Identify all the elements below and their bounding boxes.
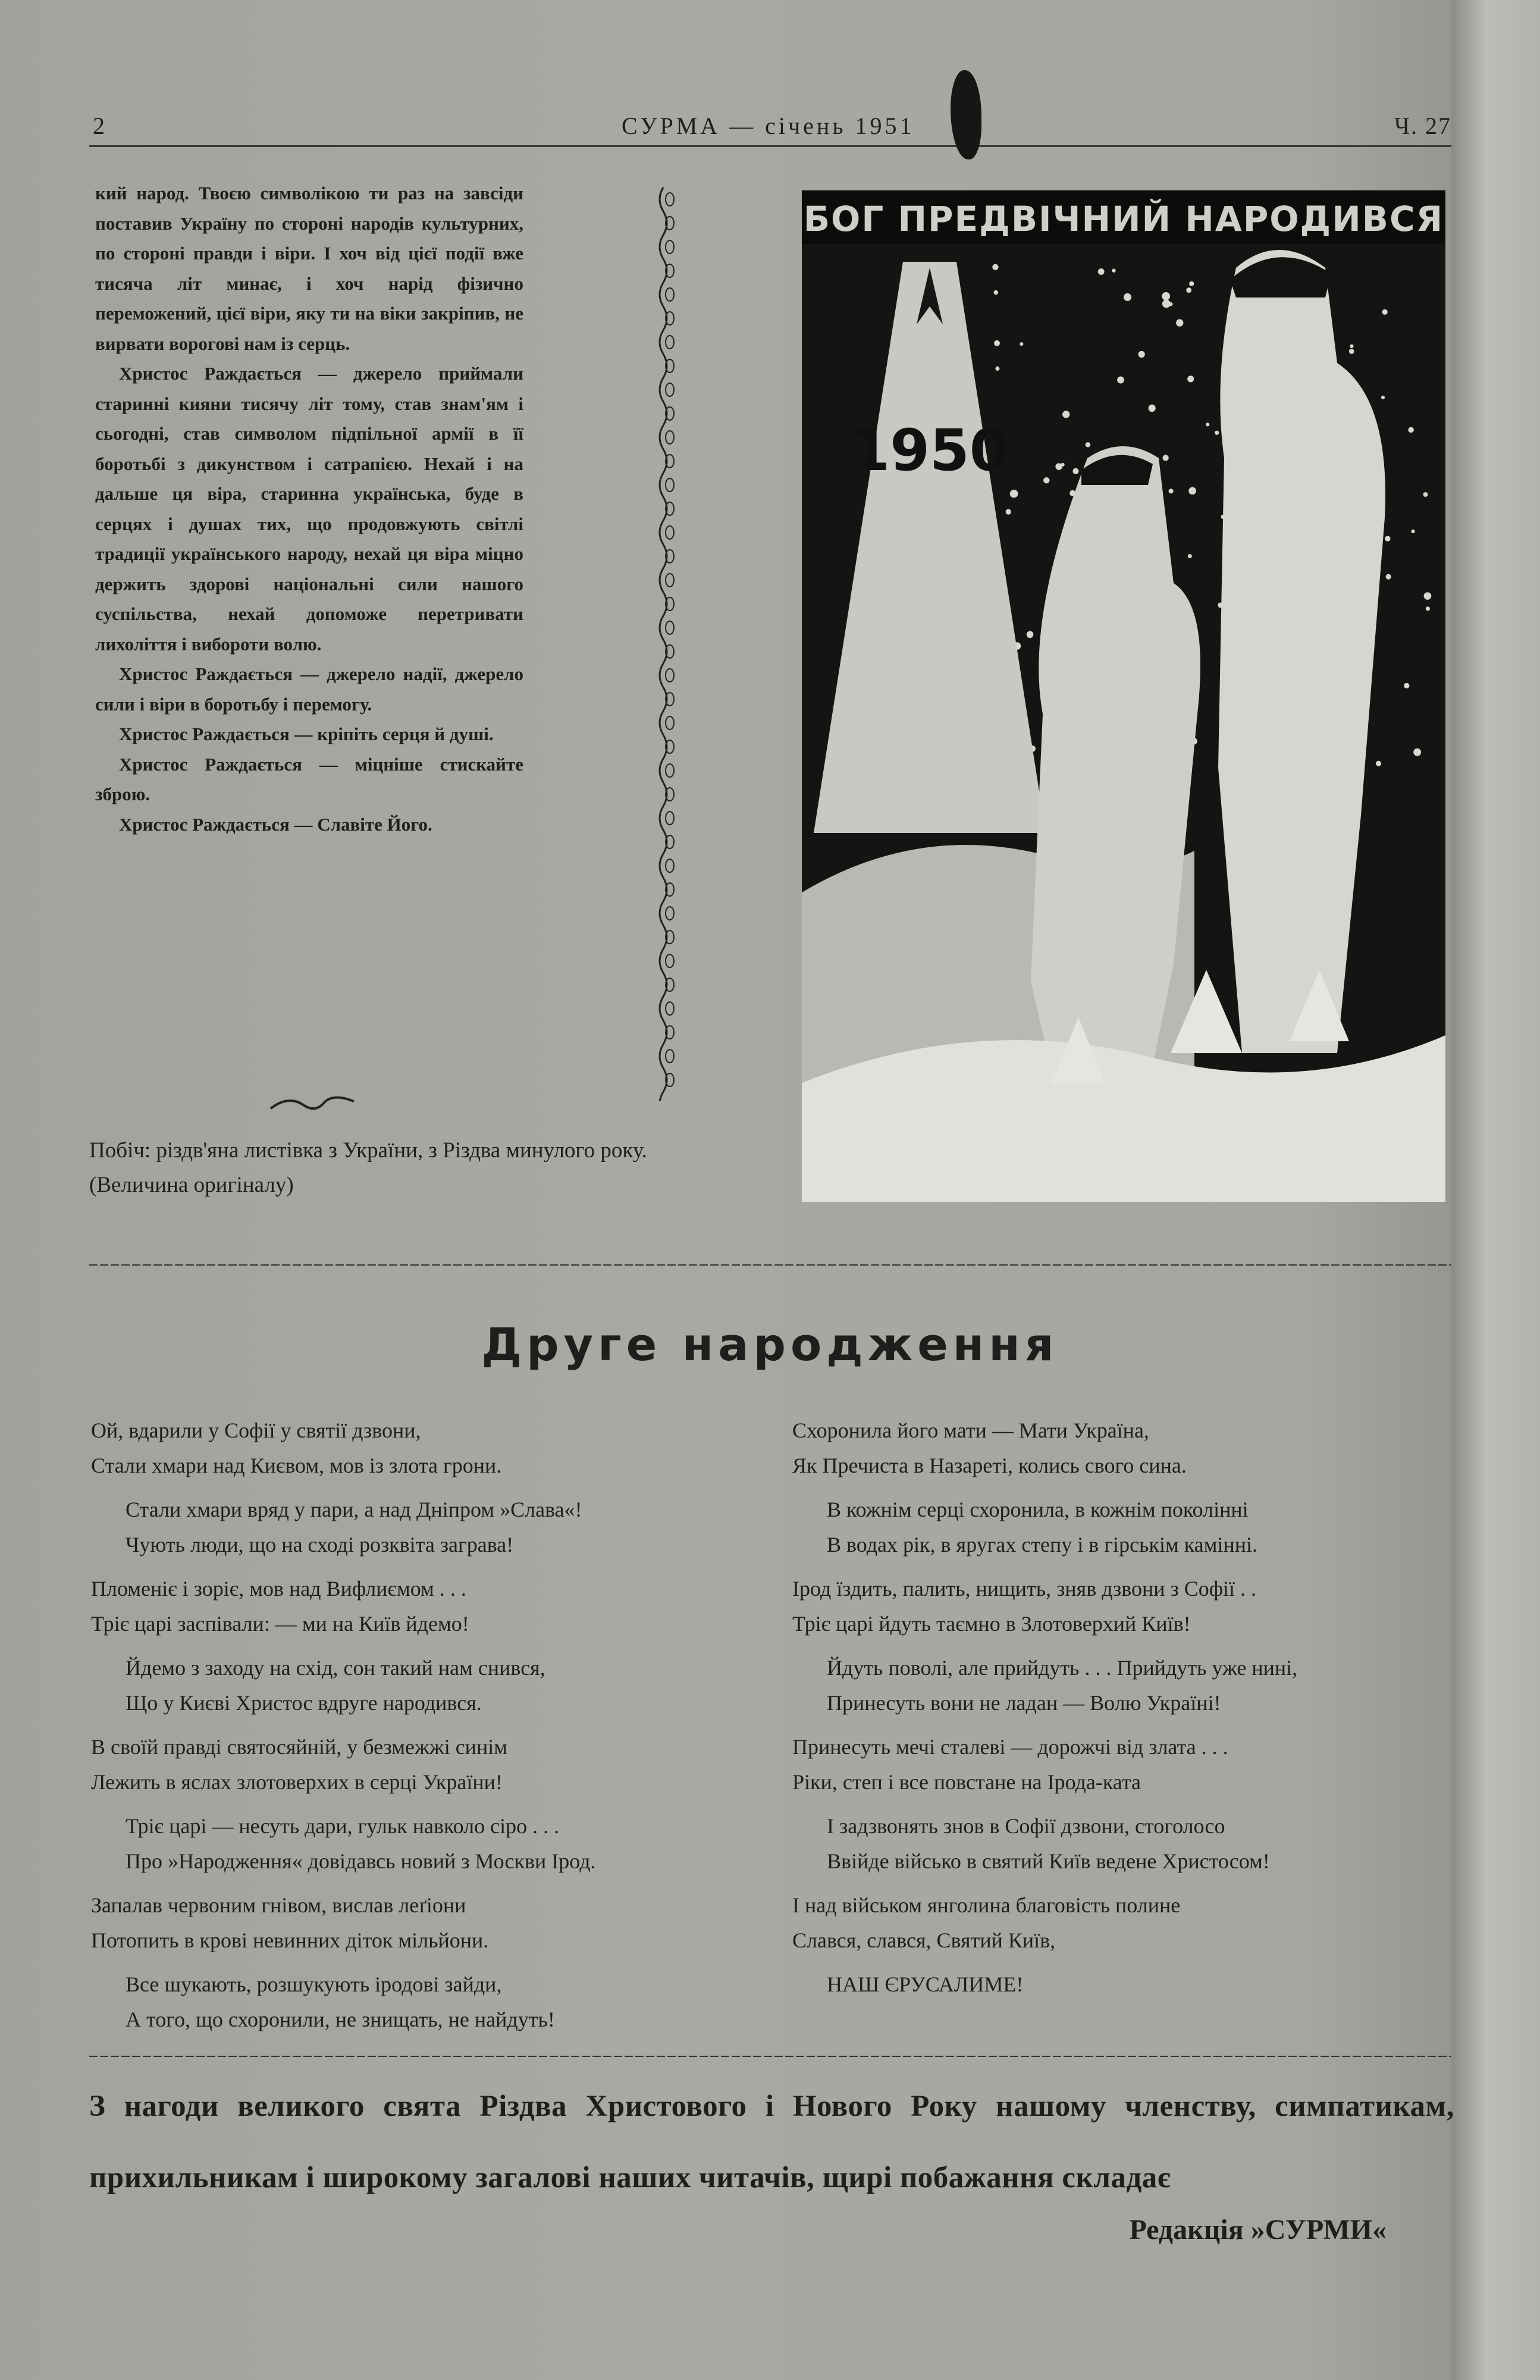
poem-stanza [91,1492,596,1562]
holiday-greeting: З нагоди великого свята Різдва Христового і Нового Року нашому членству, симпатикам, прихильникам і широкому загалові наших читачів, щирі побажання складає [89,2090,1454,2194]
poem-line: Потопить в крові невинних діток мільйони. [91,1928,489,1952]
illustration-caption: Побіч: різдв'яна листівка з України, з Різдва минулого року. (Величина оригіналу) [89,1138,647,1197]
poem-line: Тріє царі йдуть таємно в Злотоверхий Київ! [792,1611,1191,1636]
stanza-gap [91,1958,596,1967]
poem-stanza [91,1967,596,2037]
intro-paragraph: кий народ. Твоєю символікою ти раз на завсіди поставив Україну по стороні народів культурних, по стороні правди і віри. І хоч від цієї події вже тисяча літ минає, і хоч нарід фізично переможений, цієї віри, яку ти на віки закріпив, не вирвати ворогові нам із серць. [95,183,523,354]
poem-line: Принесуть вони не ладан — Волю Україні! [827,1690,1221,1715]
poem-stanza [91,1651,596,1720]
poem-line: І над військом янголина благовість полине [792,1893,1181,1917]
poem-line: Як Пречиста в Назареті, колись свого сина. [792,1453,1187,1477]
poem-stanza [91,1571,596,1641]
stanza-gap [91,2037,596,2046]
poem-line: Йдуть поволі, але прийдуть . . . Прийдуть уже нині, [827,1656,1298,1680]
stanza-gap [792,1958,1297,1967]
poem-stanza [792,1413,1297,1483]
poem-line: Слався, слався, Святий Київ, [792,1928,1056,1952]
vine-ornament-icon [651,187,675,1101]
poem-line: В кожнім серці схоронила, в кожнім поколінні [827,1498,1249,1521]
poem-line: Схоронила його мати — Мати Україна, [792,1418,1149,1442]
poem-line: І задзвонять знов в Софії дзвони, стоголосо [827,1814,1225,1838]
paper-edge [1451,0,1540,2380]
poem-line: Йдемо з заходу на схід, сон такий нам снився, [126,1656,545,1680]
poem-line: Все шукають, розшукують іродові зайди, [126,1972,502,1996]
banner-text: БОГ ПРЕДВІЧНИЙ НАРОДИВСЯ [803,199,1444,239]
stanza-gap [91,1562,596,1571]
stanza-gap [91,1878,596,1888]
poem-line: Ірод їздить, палить, нищить, зняв дзвони з Софії . . [792,1577,1257,1601]
intro-paragraph: Христос Раждається — джерело приймали старинні кияни тисячу літ тому, став знам'ям і сьогодні, став символом підпільної армії в її боротьбі з дикунством і сатрапією. Нехай і на дальше ця віра, старинна українська, буде в серцях і душах тих, що продовжують світлі традиції українського народу, нехай ця віра міцно держить здорові національні сили нашого суспільства, нехай допоможе перетривати лихоліття і вибороти волю. [95,363,523,654]
section-divider [89,1264,1451,1266]
poem-stanza [792,1888,1297,1958]
page-header [89,106,1451,148]
poem-line: Стали хмари над Києвом, мов із злота грони. [91,1453,502,1477]
section-divider [89,2056,1451,2057]
issue-number: Ч. 27 [1394,112,1451,139]
poem-line: Ріки, степ і все повстане на Ірода-ката [792,1770,1141,1794]
poem-line: Лежить в яслах злотоверхих в серці України! [91,1770,503,1794]
editorial-signature: Редакція »СУРМИ« [1129,2214,1387,2246]
poem-stanza [792,1651,1297,1720]
poem-stanza [91,1413,596,1483]
stanza-gap [91,1641,596,1651]
poem-line: А того, що схоронили, не знищать, не найдуть! [126,2007,555,2031]
stanza-gap [792,1641,1297,1651]
poem-stanza [792,1730,1297,1799]
poem-title: Друге народження [481,1318,1059,1371]
stanza-gap [91,1483,596,1492]
swash-ornament-icon [268,1092,357,1116]
stanza-gap [91,1799,596,1809]
poem-line: Принесуть мечі сталеві — дорожчі від злата . . . [792,1735,1228,1759]
poem-stanza [91,1809,596,1878]
poem-line: Тріє царі заспівали: — ми на Київ йдемо! [91,1611,469,1636]
publication-title: СУРМА — січень 1951 [622,112,915,139]
poem-stanza [792,1571,1297,1641]
stanza-gap [792,1720,1297,1730]
poem-line: Ой, вдарили у Софії у святії дзвони, [91,1418,421,1442]
stanza-gap [792,1562,1297,1571]
poem-line: Про »Народження« довідавсь новий з Москви Ірод. [126,1849,596,1873]
poem-line: Стали хмари вряд у пари, а над Дніпром »Слава«! [126,1498,582,1521]
stanza-gap [792,1799,1297,1809]
intro-paragraph: Христос Раждається — джерело надії, джерело сили і віри в боротьбу і перемогу. [95,663,523,715]
intro-paragraph: Христос Раждається — міцніше стискайте зброю. [95,753,523,804]
poem-line: Тріє царі — несуть дари, гульк навколо сіро . . . [126,1814,560,1838]
poem-line: НАШ ЄРУСАЛИМЕ! [827,1972,1024,1996]
poem-line: Запалав червоним гнівом, вислав леґіони [91,1893,466,1917]
woodcut-soldiers-illustration [802,190,1445,1202]
poem-line: Чують люди, що на сході розквіта заграва! [126,1532,514,1557]
header-rule [89,145,1451,147]
stanza-gap [792,1878,1297,1888]
stanza-gap [792,2002,1297,2012]
intro-paragraph: Христос Раждається — Славіте Його. [119,813,432,835]
intro-article [95,178,523,840]
poem-line: Що у Києві Христос вдруге народився. [126,1690,482,1715]
stanza-gap [91,1720,596,1730]
page-number: 2 [93,112,106,139]
intro-paragraph: Христос Раждається — кріпіть серця й душі. [119,724,494,744]
poem-line: В водах рік, в яругах степу і в гірськім камінні. [827,1532,1257,1557]
poem-left-column [91,1413,596,2046]
poem-stanza [792,1809,1297,1878]
poem-stanza [792,1492,1297,1562]
poem-stanza [792,1967,1297,2002]
stanza-gap [792,1483,1297,1492]
year-label: 1950 [850,417,1009,484]
poem-stanza [91,1888,596,1958]
poem-line: Пломеніє і зоріє, мов над Вифлиємом . . . [91,1577,466,1601]
poem-line: Ввійде військо в святий Київ ведене Христосом! [827,1849,1270,1873]
poem-line: В своїй правді святосяйній, у безмежжі синім [91,1735,507,1759]
poem-right-column [792,1413,1297,2012]
poem-stanza [91,1730,596,1799]
